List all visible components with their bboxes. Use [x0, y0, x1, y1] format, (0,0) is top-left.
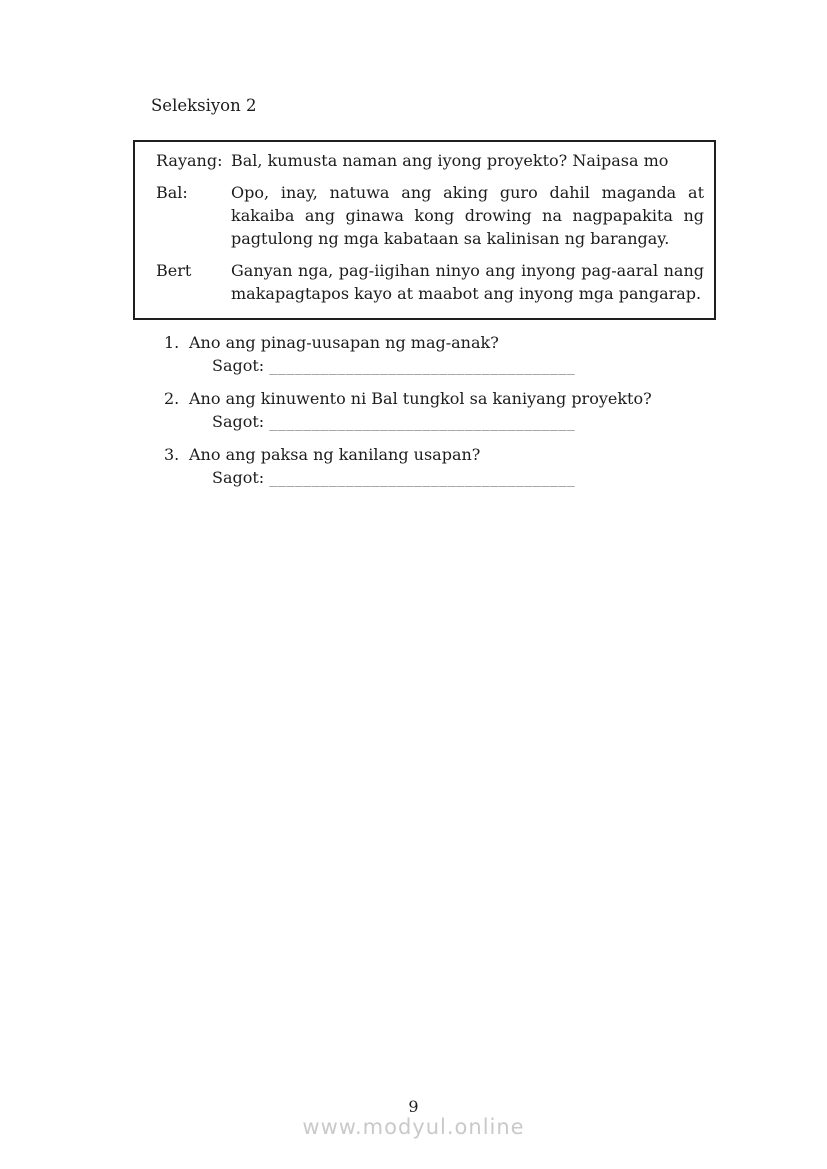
page-number: 9: [408, 1097, 419, 1116]
question-text: Ano ang pinag-uusapan ng mag-anak?: [189, 333, 499, 352]
answer-label: Sagot:: [212, 356, 265, 375]
question-line: [164, 331, 709, 354]
speaker-line: Bal, kumusta naman ang iyong proyekto? Naipasa mo: [231, 151, 669, 170]
question-item: [164, 443, 709, 489]
answer-blank: ____________________________________: [269, 412, 576, 431]
speaker-line: Opo, inay, natuwa ang aking guro dahil maganda at kakaiba ang ginawa kong drowing na nagpapakita ng pagtulong ng mga kabataan sa kalinisan ng barangay.: [231, 183, 704, 248]
speaker-name: Bal:: [156, 183, 188, 202]
answer-row: [212, 354, 709, 377]
question-number: 3.: [164, 445, 180, 464]
answer-row: [212, 410, 709, 433]
speaker-name: Rayang:: [156, 151, 223, 170]
speaker-line: Ganyan nga, pag-iigihan ninyo ang inyong pag-aaral nang makapagtapos kayo at maabot ang inyong mga pangarap.: [231, 261, 704, 303]
dialogue-row: [156, 149, 704, 172]
question-number: 2.: [164, 389, 180, 408]
answer-label: Sagot:: [212, 468, 265, 487]
question-item: [164, 387, 709, 433]
answer-blank: ____________________________________: [269, 468, 576, 487]
dialogue-box: [133, 140, 716, 320]
watermark-text: www.modyul.online: [302, 1115, 525, 1139]
dialogue-row: [156, 259, 704, 305]
dialogue-row: [156, 181, 704, 250]
speaker-name: Bert: [156, 261, 192, 280]
question-text: Ano ang kinuwento ni Bal tungkol sa kaniyang proyekto?: [189, 389, 652, 408]
section-title: Seleksiyon 2: [151, 96, 257, 115]
answer-label: Sagot:: [212, 412, 265, 431]
question-text: Ano ang paksa ng kanilang usapan?: [189, 445, 481, 464]
question-line: [164, 387, 709, 410]
answer-blank: ____________________________________: [269, 356, 576, 375]
question-item: [164, 331, 709, 377]
question-number: 1.: [164, 333, 180, 352]
question-line: [164, 443, 709, 466]
question-list: [164, 331, 709, 499]
answer-row: [212, 466, 709, 489]
